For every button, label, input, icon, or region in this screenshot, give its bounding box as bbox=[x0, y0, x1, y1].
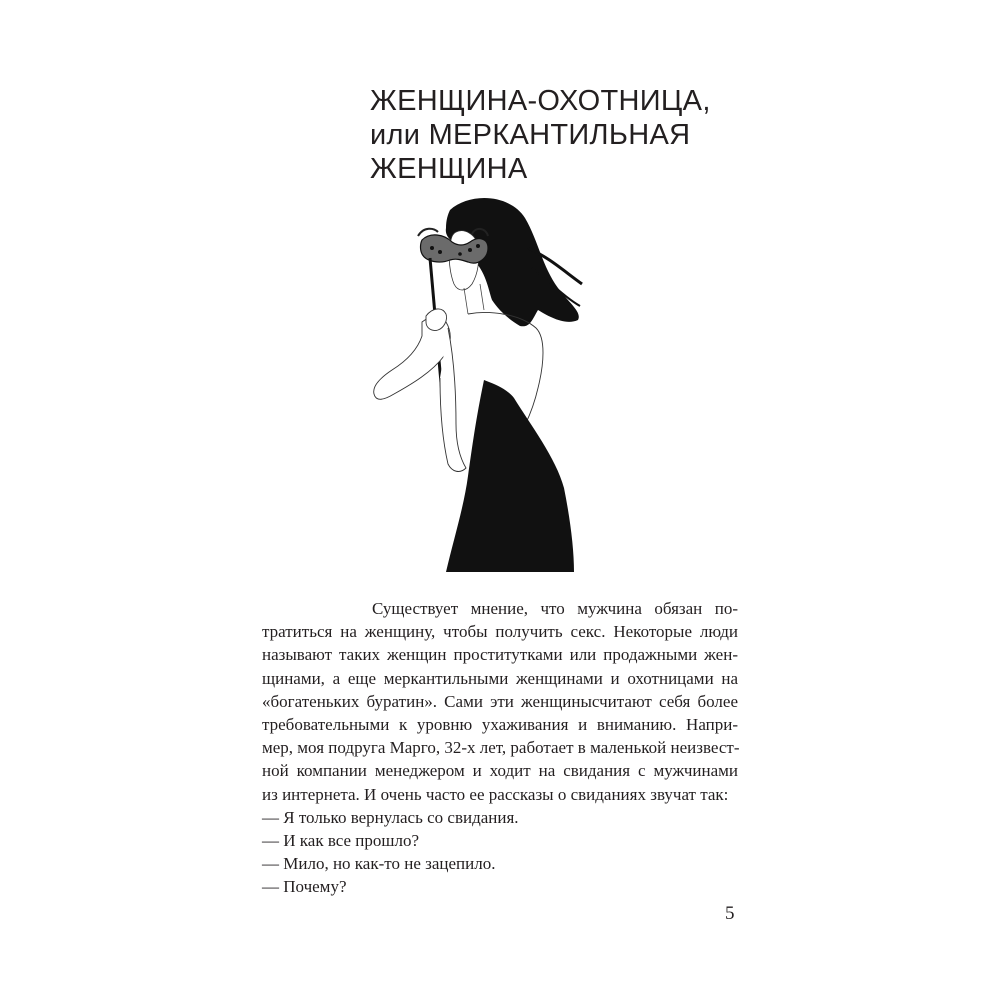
page-number: 5 bbox=[725, 903, 735, 924]
chapter-title-line-2: или МЕРКАНТИЛЬНАЯ bbox=[370, 119, 691, 151]
paragraph-line-3: называют таких женщин проститутками или продажными жен- bbox=[262, 645, 738, 665]
paragraph-line-1: Существует мнение, что мужчина обязан по- bbox=[372, 599, 738, 618]
dialogue-line-2: — И как все прошло? bbox=[262, 830, 420, 850]
black-dress-shape bbox=[446, 380, 574, 572]
paragraph-line-9: из интернета. И очень часто ее рассказы о свиданиях звучат так: bbox=[262, 784, 729, 804]
paragraph-line-8: ной компании менеджером и ходит на свидания с мужчинами bbox=[262, 761, 738, 781]
paragraph-line-2: тратиться на женщину, чтобы получить секс. Некоторые люди bbox=[262, 622, 738, 642]
body-paragraph bbox=[262, 597, 738, 806]
paragraph-line-4: щинами, а еще меркантильными женщинами и охотницами на bbox=[262, 668, 738, 688]
chapter-title-line-3: ЖЕНЩИНА bbox=[370, 153, 528, 185]
body-text bbox=[262, 597, 738, 898]
dialogue-line-3: — Мило, но как-то не зацепило. bbox=[262, 854, 496, 874]
chapter-title bbox=[370, 84, 790, 186]
paragraph-line-7: мер, моя подруга Марго, 32-х лет, работает в маленькой неизвест- bbox=[262, 738, 740, 758]
paragraph-line-5: «богатеньких буратин». Сами эти женщинысчитают себя более bbox=[262, 691, 738, 711]
dialogue-line-4: — Почему? bbox=[262, 877, 347, 897]
paragraph-line-6: требовательными к уровню ухаживания и вниманию. Напри- bbox=[262, 714, 738, 734]
dialogue-line-1: — Я только вернулась со свидания. bbox=[262, 807, 519, 827]
woman-with-masquerade-mask-illustration bbox=[360, 188, 600, 578]
chapter-title-line-1: ЖЕНЩИНА-ОХОТНИЦА, bbox=[370, 85, 711, 117]
